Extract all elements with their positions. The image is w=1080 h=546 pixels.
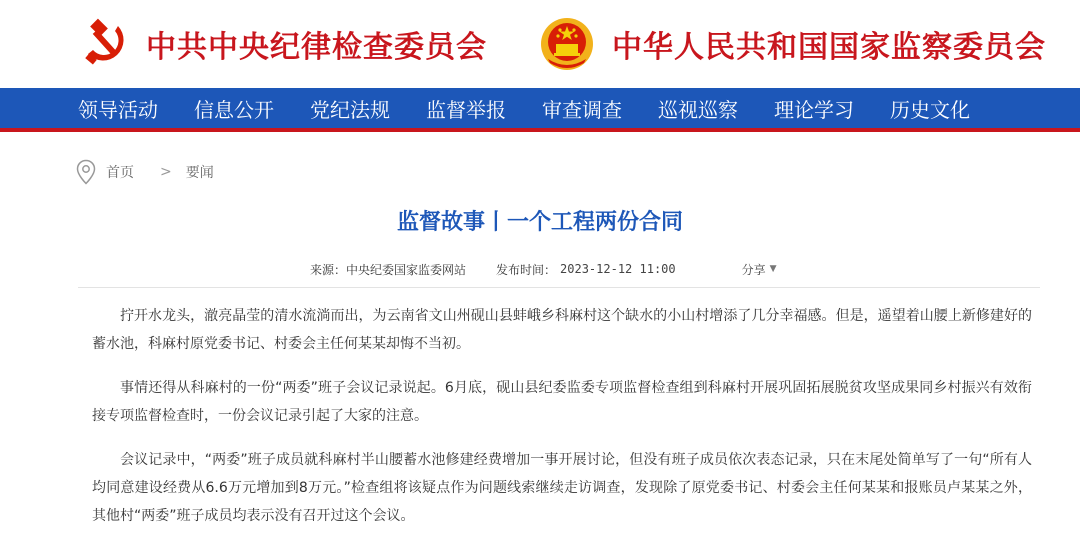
article-title: 监督故事丨一个工程两份合同 (396, 209, 683, 235)
nav-item-regulations[interactable]: 党纪法规 (310, 97, 390, 122)
nav-item-history-culture[interactable]: 历史文化 (890, 97, 970, 122)
share-label: 分享 (741, 262, 766, 277)
national-emblem-icon (538, 15, 596, 73)
share-button[interactable] (742, 261, 777, 278)
nav-item-inspection[interactable]: 巡视巡察 (658, 97, 738, 122)
breadcrumb-home[interactable]: 首页 (106, 165, 134, 181)
breadcrumb (76, 158, 214, 186)
article-meta (310, 258, 777, 280)
site-header (0, 0, 1080, 88)
article-paragraph: 事情还得从科麻村的一份“两委”班子会议记录说起。6月底，砚山县纪委监委专项监督检查组到科麻村开展巩固拓展脱贫攻坚成果同乡村振兴有效衔接专项监督检查时，一份会议记录引起了大家的注意。 (92, 380, 1032, 424)
ccdi-brand[interactable] (78, 0, 487, 88)
breadcrumb-current[interactable]: 要闻 (185, 165, 214, 181)
article-body (92, 302, 1032, 546)
party-emblem-icon (78, 16, 134, 72)
location-pin-icon (76, 159, 96, 185)
article-paragraph: 会议记录中，“两委”班子成员就科麻村半山腰蓄水池修建经费增加一事开展讨论，但没有班子成员依次表态记录，只在末尾处简单写了一句“所有人均同意建设经费从6.6万元增加到8万元。”检查组将该疑点作为问题线索继续走访调查，发现除了原党委书记、村委会主任何某某和报账员卢某某之外，其他村“两委”班子成员均表示没有召开过这个会议。 (92, 452, 1032, 524)
main-nav (0, 88, 1080, 132)
nav-item-theory-study[interactable]: 理论学习 (774, 97, 854, 122)
caret-down-icon: ▼ (769, 264, 777, 274)
breadcrumb-separator: > (160, 164, 172, 180)
article-source: 来源：中央纪委国家监委网站 (310, 262, 467, 277)
nsc-name: 中华人民共和国国家监察委员会 (612, 30, 1046, 65)
publish-time-label: 发布时间： (496, 262, 557, 277)
nav-item-leadership[interactable]: 领导活动 (78, 97, 158, 122)
nav-item-investigation[interactable]: 审查调查 (542, 97, 622, 122)
meta-divider (78, 287, 1040, 288)
publish-time-value: 2023-12-12 11:00 (560, 262, 676, 276)
nav-item-info-disclosure[interactable]: 信息公开 (194, 97, 274, 122)
nav-item-supervision-report[interactable]: 监督举报 (426, 97, 506, 122)
nsc-brand[interactable] (538, 0, 1046, 88)
article-paragraph: 拧开水龙头，澈亮晶莹的清水流淌而出，为云南省文山州砚山县蚌峨乡科麻村这个缺水的小山村增添了几分幸福感。但是，遥望着山腰上新修建好的蓄水池，科麻村原党委书记、村委会主任何某某却悔不当初。 (92, 308, 1032, 352)
ccdi-name: 中共中央纪律检查委员会 (146, 30, 487, 65)
